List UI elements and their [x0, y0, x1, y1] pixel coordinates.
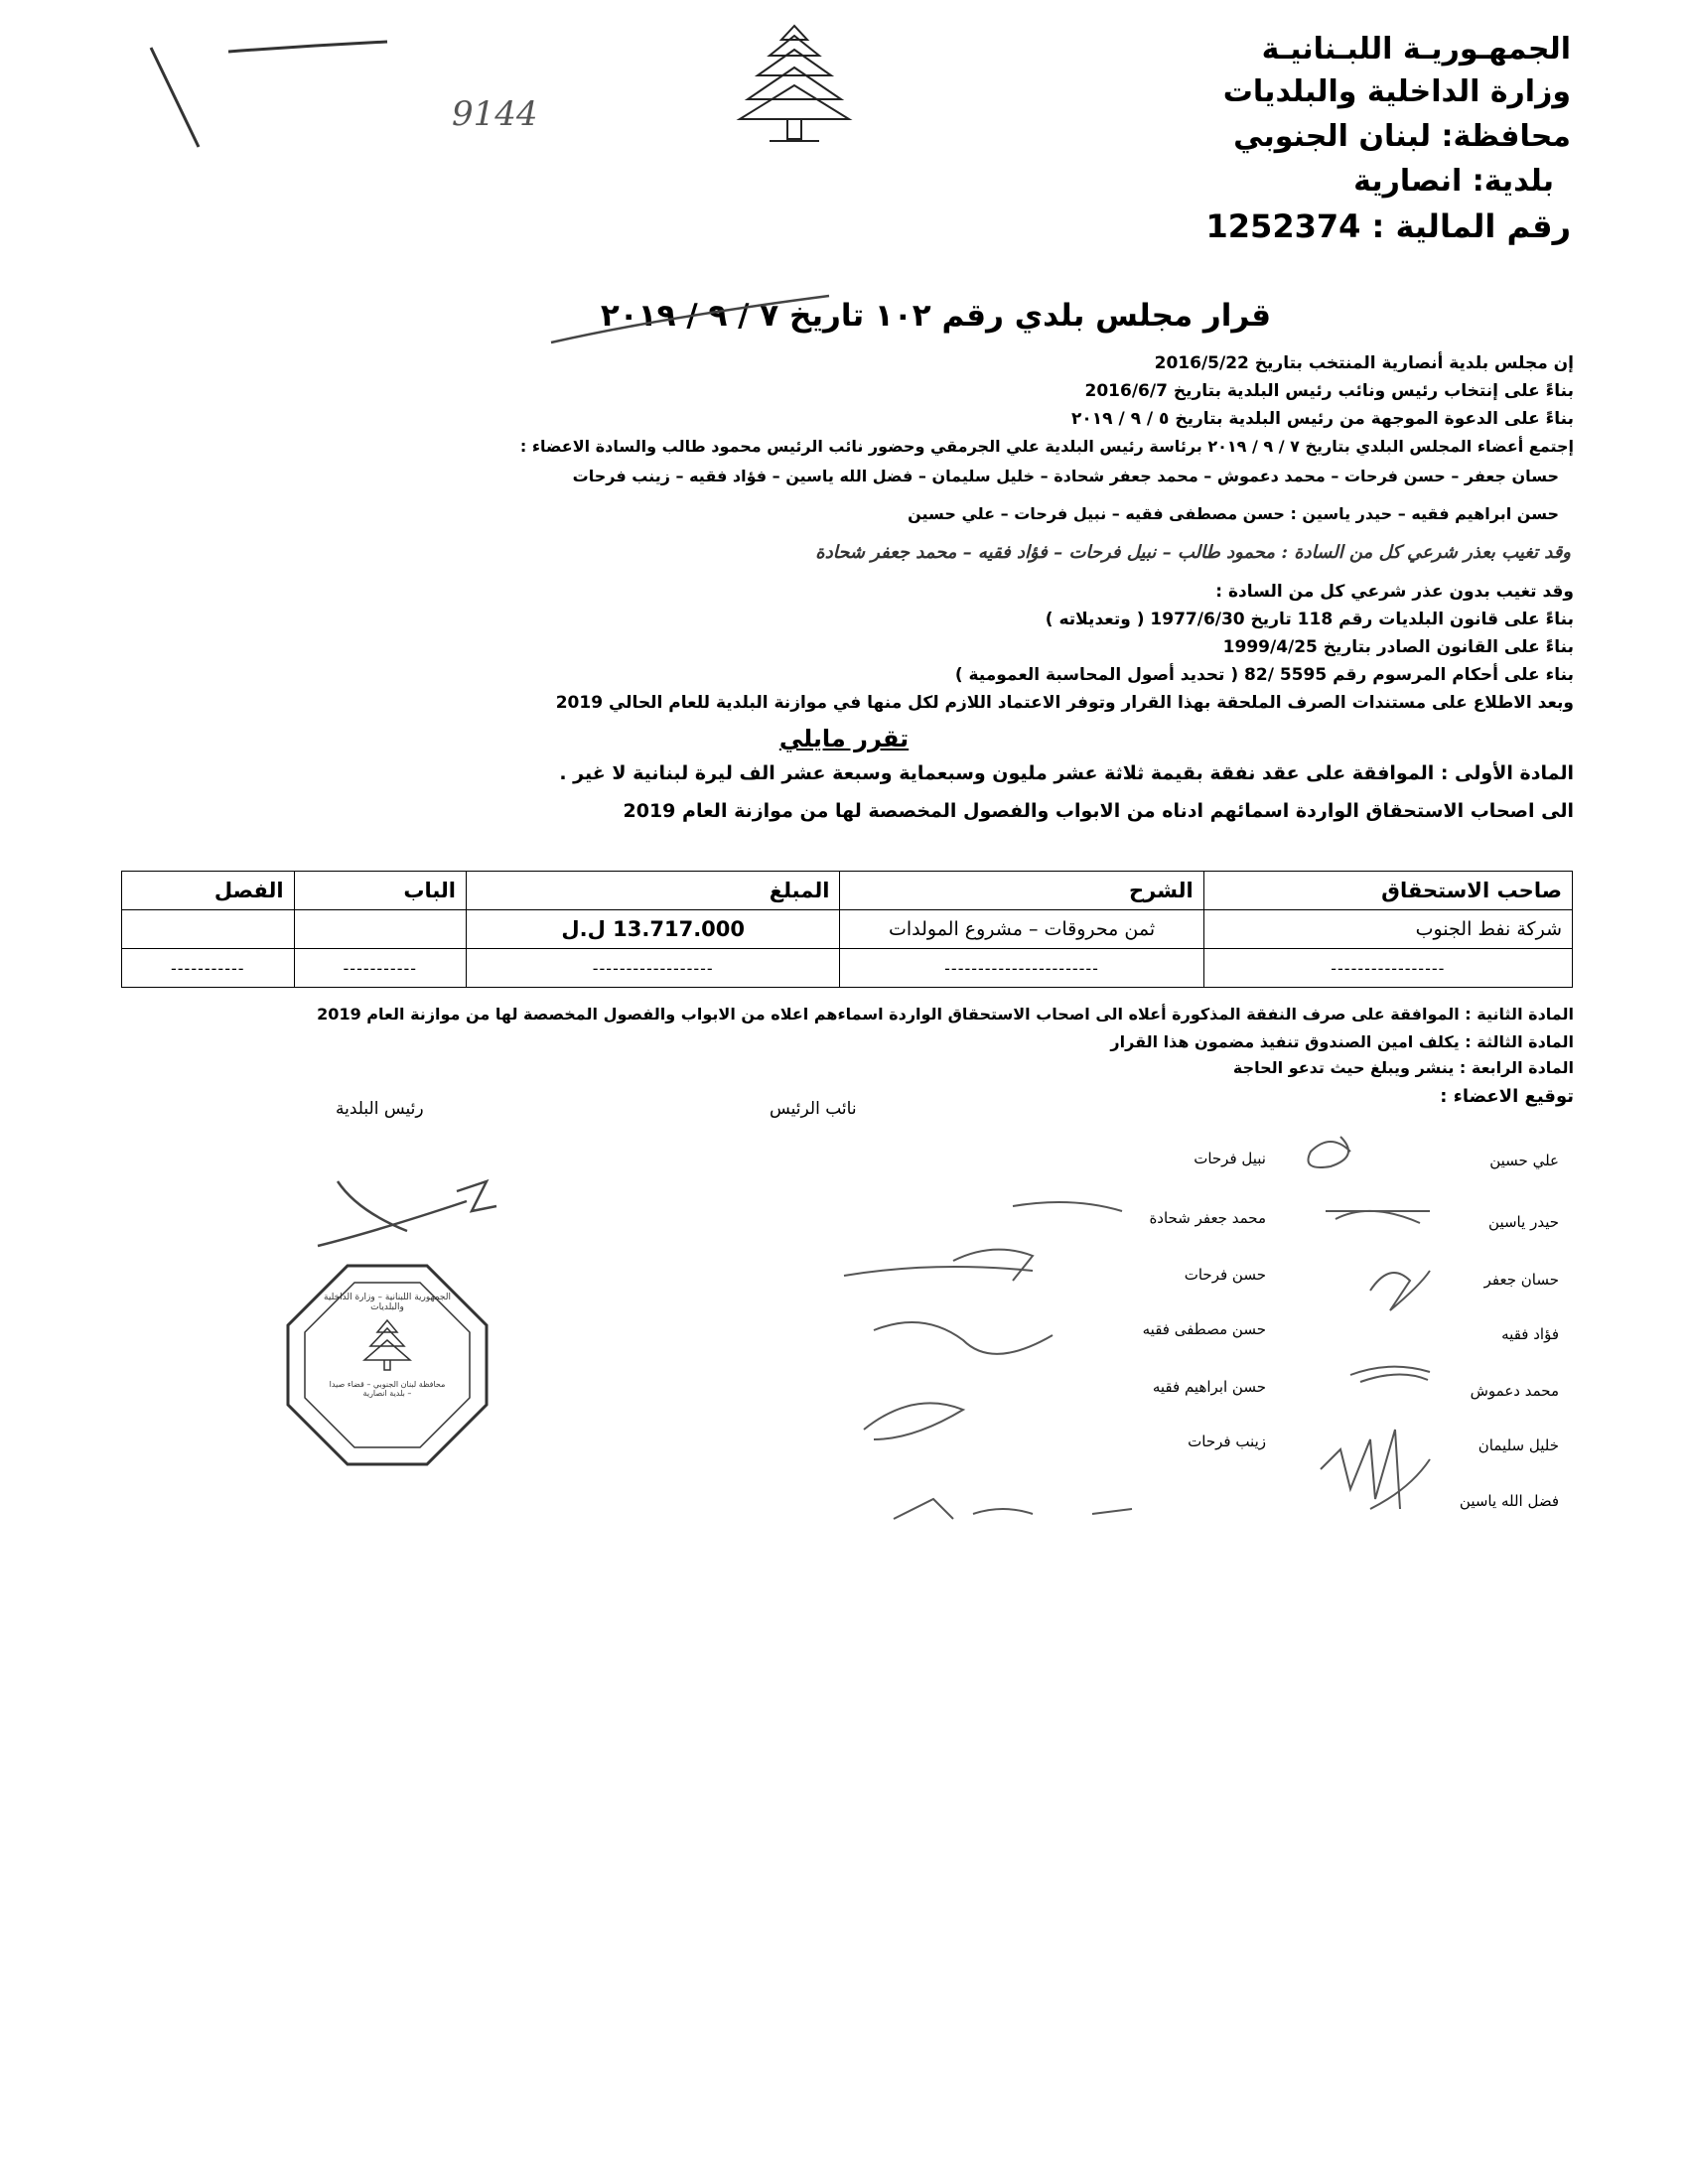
member-signature-name: خليل سليمان: [1477, 1436, 1559, 1454]
column-header: صاحب الاستحقاق: [1203, 872, 1572, 910]
president-signature: [298, 1152, 506, 1261]
column-header: الشرح: [840, 872, 1203, 910]
president-label: رئيس البلدية: [336, 1099, 424, 1119]
table-cell: -----------: [122, 949, 295, 988]
preamble-line: إن مجلس بلدية أنصارية المنتخب بتاريخ 2016/5/22: [1154, 353, 1574, 373]
vice-president-label: نائب الرئيس: [770, 1099, 857, 1119]
member-signature-name: حسان جعفر: [1483, 1271, 1559, 1289]
preamble-line: وبعد الاطلاع على مستندات الصرف الملحقة بهذا القرار وتوفر الاعتماد اللازم لكل منها في موازنة البلدية للعام الحالي 2019: [555, 693, 1574, 713]
preamble-line: بناءً على قانون البلديات رقم 118 تاريخ 1977/6/30 ( وتعديلاته ): [1045, 610, 1574, 629]
cedar-tree-icon: [730, 18, 859, 147]
member-signature-name: حسن ابراهيم فقيه: [1152, 1378, 1266, 1396]
article-three: المادة الثالثة : يكلف امين الصندوق تنفيذ مضمون هذا القرار: [1110, 1032, 1574, 1051]
preamble-line: وقد تغيب بدون عذر شرعي كل من السادة :: [1215, 582, 1574, 602]
stamp-outer-text: الجمهورية اللبنانية – وزارة الداخلية والبلديات: [324, 1293, 451, 1312]
member-signature-name: فضل الله ياسين: [1459, 1492, 1559, 1510]
preamble-line: وقد تغيب بعذر شرعي كل من السادة : محمود طالب – نبيل فرحات – فؤاد فقيه – محمد جعفر شحادة: [815, 542, 1571, 563]
ministry-line: وزارة الداخلية والبلديات: [1222, 74, 1571, 109]
member-signature-name: حسن مصطفى فقيه: [1142, 1320, 1266, 1338]
title-underline: [541, 288, 839, 367]
table-cell: -----------: [294, 949, 466, 988]
column-header: الفصل: [122, 872, 295, 910]
table-cell: -----------------------: [840, 949, 1203, 988]
table-row: [122, 910, 1573, 949]
member-signature-name: محمد دعموش: [1470, 1382, 1559, 1400]
article-one-line1: المادة الأولى : الموافقة على عقد نفقة بقيمة ثلاثة عشر مليون وسبعماية وسبعة عشر الف ليرة لبنانية لا غير .: [559, 762, 1574, 784]
column-header: الباب: [294, 872, 466, 910]
handwritten-reference: 9144: [452, 94, 538, 134]
article-one-line2: الى اصحاب الاستحقاق الواردة اسمائهم ادناه من الابواب والفصول المخصصة لها من موازنة العام 2019: [623, 800, 1574, 822]
table-cell: شركة نفط الجنوب: [1203, 910, 1572, 949]
table-cell: 13.717.000 ل.ل: [467, 910, 840, 949]
governorate-line: محافظة: لبنان الجنوبي: [1233, 119, 1571, 154]
decision-title: قرار مجلس بلدي رقم ١٠٢ تاريخ ٧ / ٩ / ٢٠١٩: [600, 298, 1271, 334]
municipality-line: بلدية: انصارية: [1353, 164, 1554, 199]
payment-table: [121, 871, 1573, 988]
member-signature-name: حيدر ياسين: [1488, 1213, 1559, 1231]
article-two: المادة الثانية : الموافقة على صرف النفقة المذكورة أعلاه الى اصحاب الاستحقاق الواردة اسماءهم اعلاه من الابواب والفصول المخصصة لها من موازنة العام 2019: [317, 1005, 1574, 1024]
preamble-line: إجتمع أعضاء المجلس البلدي بتاريخ ٧ / ٩ / ٢٠١٩ برئاسة رئيس البلدية علي الجرمقي وحضور نائب الرئيس محمود طالب والسادة الاعضاء :: [519, 437, 1574, 456]
finance-number: رقم المالية : 1252374: [1205, 207, 1571, 245]
table-row: [122, 949, 1573, 988]
column-header: المبلغ: [467, 872, 840, 910]
member-signature-name: فؤاد فقيه: [1501, 1325, 1559, 1343]
member-signature-name: نبيل فرحات: [1194, 1150, 1266, 1167]
article-four: المادة الرابعة : ينشر ويبلغ حيث تدعو الحاجة: [1232, 1058, 1574, 1077]
decides-heading: تقرر مايلي: [778, 725, 910, 752]
member-signature-name: زينب فرحات: [1188, 1433, 1266, 1450]
member-signature-name: حسن فرحات: [1184, 1266, 1266, 1284]
member-signature-name: محمد جعفر شحادة: [1149, 1209, 1266, 1227]
member-signature-name: علي حسين: [1489, 1152, 1559, 1169]
preamble-line: حسن ابراهيم فقيه – حيدر ياسين : حسن مصطفى فقيه – نبيل فرحات – علي حسين: [908, 504, 1559, 523]
stamp-inner-text: محافظة لبنان الجنوبي – قضاء صيدا – بلدية انصارية: [329, 1380, 446, 1398]
table-cell: ------------------: [467, 949, 840, 988]
margin-handwriting: [139, 30, 417, 159]
members-signature-label: توقيع الاعضاء :: [1440, 1086, 1574, 1107]
preamble-line: بناء على أحكام المرسوم رقم 5595 /82 ( تحديد أصول المحاسبة العمومية ): [954, 665, 1574, 685]
preamble-line: حسان جعفر – حسن فرحات – محمد دعموش – محمد جعفر شحادة – خليل سليمان – فضل الله ياسين – فؤاد فقيه – زينب فرحات: [572, 467, 1559, 485]
table-header-row: [122, 872, 1573, 910]
municipal-stamp: [283, 1261, 492, 1469]
table-cell: [122, 910, 295, 949]
table-cell: ثمن محروقات – مشروع المولدات: [840, 910, 1203, 949]
table-cell: [294, 910, 466, 949]
republic-line: الجمهـوريـة اللبـنانيـة: [1261, 32, 1571, 67]
member-signatures: [834, 1112, 1450, 1529]
preamble-line: بناءً على القانون الصادر بتاريخ 1999/4/25: [1222, 637, 1574, 657]
table-cell: -----------------: [1203, 949, 1572, 988]
preamble-line: بناءً على الدعوة الموجهة من رئيس البلدية بتاريخ ٥ / ٩ / ٢٠١٩: [1071, 409, 1574, 429]
preamble-line: بناءً على إنتخاب رئيس ونائب رئيس البلدية بتاريخ 2016/6/7: [1084, 381, 1574, 401]
